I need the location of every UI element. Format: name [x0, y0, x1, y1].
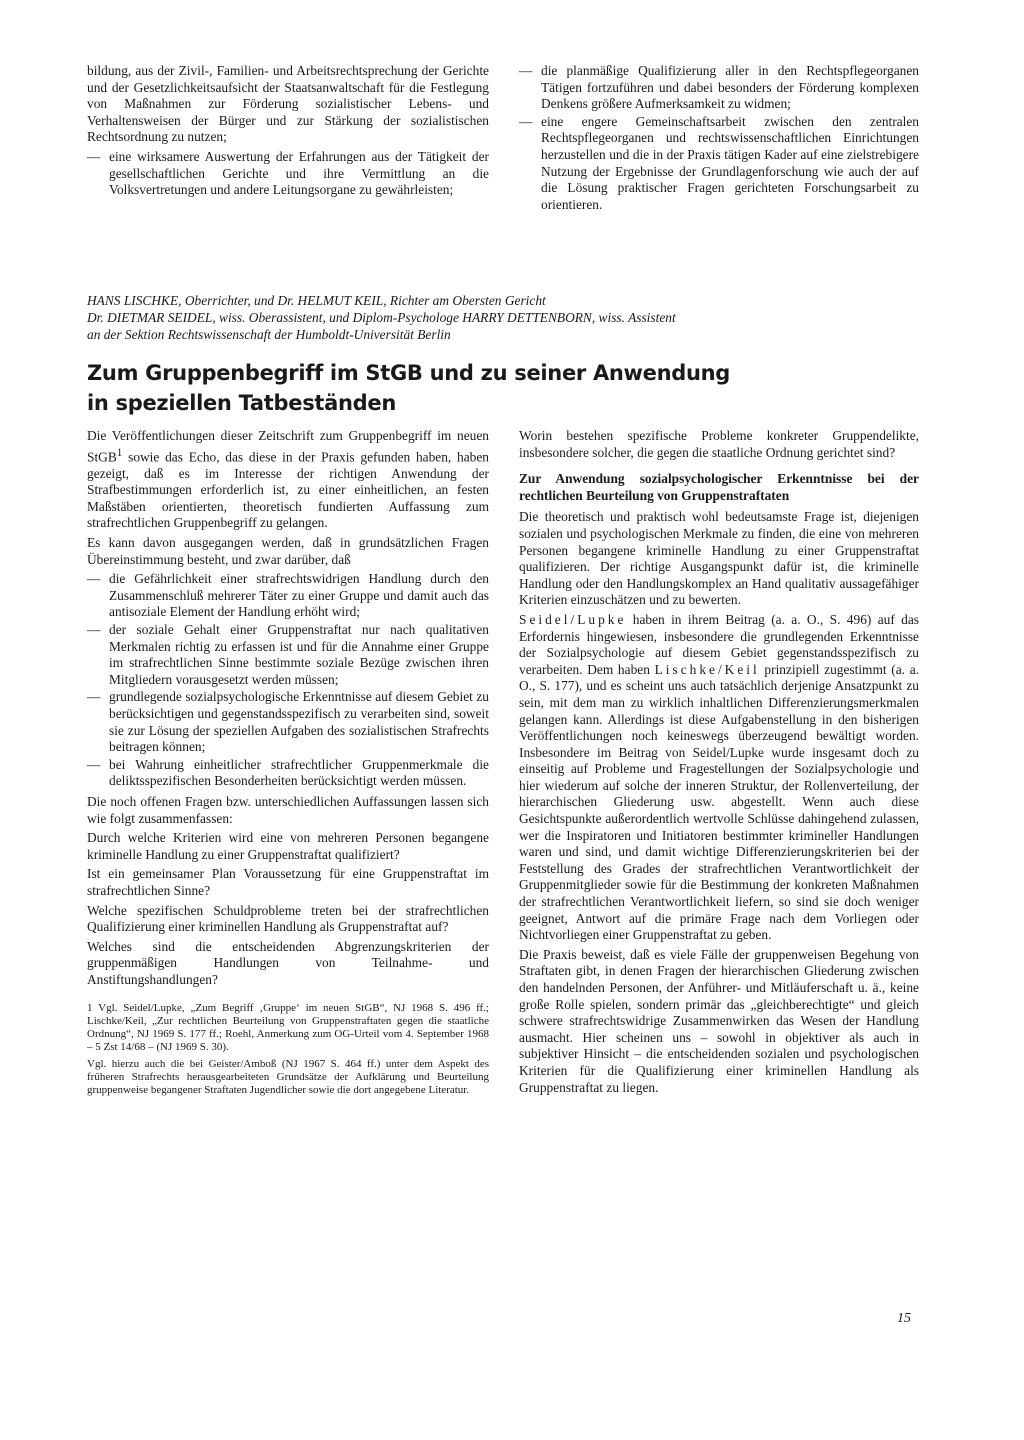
byline-line: Dr. DIETMAR SEIDEL, wiss. Oberassistent, und Diplom-Psychologe HARRY DETTENBORN, wiss. Assistent: [87, 310, 676, 325]
bullet-text: eine engere Gemeinschaftsarbeit zwischen den zentralen Rechtspflegeorganen und rechtswissenschaftlichen Einrichtungen herzustellen und die in der Praxis tätigen Kader auf eine zielstrebigere Nutzung der Ergebnisse der Grundlagenforschung wie auch der auf die Lösung praktischer Fragen gerichteten Forschungsarbeit zu orientieren.: [541, 113, 919, 212]
paragraph: Worin bestehen spezifische Probleme konkreter Gruppendelikte, insbesondere solcher, die gegen die staatliche Ordnung gerichtet sind?: [519, 428, 919, 460]
question: Durch welche Kriterien wird eine von mehreren Personen begangene kriminelle Handlung zu einer Gruppenstraftat qualifiziert?: [87, 830, 489, 862]
author-name-spaced: Lischke/Keil: [654, 661, 760, 677]
question: Welches sind die entscheidenden Abgrenzungskriterien der gruppenmäßigen Handlungen von Teilnahme- und Anstiftungshandlungen?: [87, 938, 489, 987]
bullet-text: die planmäßige Qualifizierung aller in den Rechtspflegeorganen Tätigen fortzuführen und dabei besonders der Förderung komplexen Denkens größere Aufmerksamkeit zu widmen;: [541, 63, 919, 112]
footnote: Vgl. hierzu auch die bei Geister/Amboß (NJ 1967 S. 464 ff.) unter dem Aspekt des früheren Strafrechts herausgearbeiteten Grundsätze der Aufklärung und Beurteilung gruppenweise begangener Straftaten Jugendlicher sowie die dort angegebene Literatur.: [87, 1058, 489, 1097]
title-line: in speziellen Tatbeständen: [87, 391, 396, 415]
paragraph: Seidel/Lupke haben in ihrem Beitrag (a. a. O., S. 496) auf das Erfordernis hingewiesen, insbesondere die grundlegenden Erkenntnisse der Sozialpsychologie auf diesem Gebiet gegenstandsspezifisch zu verarbeiten. Dem haben Lischke/Keil prinzipiell zugestimmt (a. a. O., S. 177), und es scheint uns auch tatsächlich derjenige Ansatzpunkt zu sein, mit dem man zu wirklich inhaltlichen Differenzierungsmerkmalen gelangen kann. Allerdings ist diese Aufgabenstellung in den bisherigen Veröffentlichungen noch keineswegs überzeugend bewältigt worden. Insbesondere im Beitrag von Seidel/Lupke wurde insgesamt doch zu einseitig auf Probleme und Fragestellungen der Sozialpsychologie und hier wiederum auf solche der inneren Struktur, der Rollenverteilung, der hierarchischen Gliederung usw. abgestellt. Wenn auch diese Gesichtspunkte außerordentlich wertvolle Schlüsse dahingehend zulassen, wer die Inspiratoren und Initiatoren bestimmter krimineller Handlungen waren und sind, und damit wichtige Differenzierungskriterien bei der Feststellung des Grades der strafrechtlichen Verantwortlichkeit der Gruppenmitglieder sowie für die Bestimmung der konkreten Maßnahmen der strafrechtlichen Verantwortlichkeit liefern, so sind sie doch weniger geeignet, Antwort auf die primäre Frage nach dem Vorliegen oder Nichtvorliegen einer Gruppenstraftat zu geben.: [519, 611, 919, 943]
body-column-right: [519, 428, 919, 1099]
question: Welche spezifischen Schuldprobleme treten bei der strafrechtlichen Qualifizierung einer kriminellen Handlung als Gruppenstraftat auf?: [87, 902, 489, 935]
list-item: — der soziale Gehalt einer Gruppenstraftat nur nach qualitativen Merkmalen richtig zu erfassen ist und für die Annahme einer Gruppe im strafrechtlichen Sinne bestimmte soziale Bezüge zwischen ihren Mitgliedern vorausgesetzt werden müssen;: [87, 622, 489, 687]
carryover-bullet: [519, 114, 919, 214]
dash-bullet: —: [87, 756, 101, 772]
author-byline: [87, 292, 927, 343]
list-item: — bei Wahrung einheitlicher strafrechtlicher Gruppenmerkmale die deliktsspezifischen Besonderheiten berücksichtigt werden müssen.: [87, 756, 489, 789]
footnote-ref: 1: [116, 446, 123, 459]
title-line: Zum Gruppenbegriff im StGB und zu seiner Anwendung: [87, 361, 731, 385]
paragraph: Die Praxis beweist, daß es viele Fälle der gruppenweisen Begehung von Straftaten gibt, in denen Fragen der hierarchischen Gliederung zwischen den handelnden Personen, der Anführer- und Mitläuferschaft u. ä., keine große Rolle spielen, sondern primär das „gleichberechtigte“ und gleich schwere strafrechtswidrige Zusammenwirken das Wesen der Handlung ausmacht. Hier scheinen uns – sowohl in objektiver als auch in subjektiver Hinsicht – die entscheidenden sozialen und psychologischen Kriterien für die Qualifizierung einer kriminellen Handlung als Gruppenstraftat zu liegen.: [519, 946, 919, 1095]
bullet-text: eine wirksamere Auswertung der Erfahrungen aus der Tätigkeit der gesellschaftlichen Gerichte und ihre Vermittlung an die Volksvertretungen und andere Leitungsorgane zu gewährleisten;: [109, 148, 489, 198]
carryover-column-right: [519, 63, 919, 214]
carryover-bullet: [87, 149, 489, 199]
carryover-bullet: [519, 63, 919, 113]
dash-bullet: —: [87, 689, 101, 705]
section-subheading: Zur Anwendung sozialpsychologischer Erkenntnisse bei der rechtlichen Beurteilung von Gruppenstraftaten: [519, 471, 919, 503]
byline-line: HANS LISCHKE, Oberrichter, und Dr. HELMUT KEIL, Richter am Obersten Gericht: [87, 293, 546, 308]
dash-bullet: —: [87, 148, 101, 164]
paragraph: Die theoretisch und praktisch wohl bedeutsamste Frage ist, diejenigen sozialen und psychologischen Merkmale zu finden, die eine von mehreren Personen begangene kriminelle Handlung zu einer Gruppenstraftat qualifizieren. Der richtige Ausgangspunkt dafür ist, die kriminelle Handlung oder den Handlungskomplex an Hand qualitativ aussagefähiger Kriterien einzuschätzen und zu bewerten.: [519, 509, 919, 608]
carryover-paragraph: bildung, aus der Zivil-, Familien- und Arbeitsrechtsprechung der Gerichte und der Gesetzlichkeitsaufsicht der Staatsanwaltschaft für die Festlegung von Maßnahmen zur Förderung sozialistischer Lebens- und Verhaltensweisen der Bürger und zur Stärkung der sozialistischen Rechtsordnung zu nutzen;: [87, 63, 489, 145]
intro-paragraph: Die Veröffentlichungen dieser Zeitschrift zum Gruppenbegriff im neuen StGB$^1$ sowie das Echo, das diese in der Praxis gefunden haben, haben gezeigt, daß es im Interesse der richtigen Anwendung der Strafbestimmungen erforderlich ist, zu einer einheitlichen, an festen Maßstäben orientierten, theoretisch fundierten Auffassung zum strafrechtlichen Gruppenbegriff zu gelangen.: [87, 428, 489, 531]
footnotes: [87, 1002, 489, 1097]
dash-bullet: —: [87, 571, 101, 587]
body-column-left: [87, 428, 489, 1101]
carryover-column-left: [87, 63, 489, 200]
author-name-spaced: Seidel/Lupke: [519, 611, 627, 627]
paragraph: Die noch offenen Fragen bzw. unterschiedlichen Auffassungen lassen sich wie folgt zusammenfassen:: [87, 793, 489, 826]
article-title: [87, 358, 927, 418]
dash-bullet: —: [87, 622, 101, 637]
byline-line: an der Sektion Rechtswissenschaft der Humboldt-Universität Berlin: [87, 327, 451, 342]
dash-bullet: —: [519, 63, 533, 78]
list-item: — die Gefährlichkeit einer strafrechtswidrigen Handlung durch den Zusammenschluß mehrerer Täter zu einer Gruppe und damit auch das antisoziale Element der Handlung erhöht wird;: [87, 571, 489, 620]
page-number: 15: [897, 1311, 911, 1326]
footnote: 1 Vgl. Seidel/Lupke, „Zum Begriff ‚Gruppe‘ im neuen StGB“, NJ 1968 S. 496 ff.; Lischke/Keil, „Zur rechtlichen Beurteilung von Gruppenstraftaten gegen die staatliche Ordnung“, NJ 1969 S. 177 ff.; Roehl, Anmerkung zum OG-Urteil vom 4. September 1968 – 5 Zst 14/68 – (NJ 1969 S. 30).: [87, 1002, 489, 1054]
question: Ist ein gemeinsamer Plan Voraussetzung für eine Gruppenstraftat im strafrechtlichen Sinne?: [87, 866, 489, 898]
paragraph: Es kann davon ausgegangen werden, daß in grundsätzlichen Fragen Übereinstimmung besteht, und zwar darüber, daß: [87, 535, 489, 567]
dash-bullet: —: [519, 113, 533, 129]
list-item: — grundlegende sozialpsychologische Erkenntnisse auf diesem Gebiet zu berücksichtigen und gegenstandsspezifisch zu verarbeiten sind, soweit sie zur Lösung der speziellen Aufgaben des sozialistischen Strafrechts beitragen können;: [87, 689, 489, 755]
